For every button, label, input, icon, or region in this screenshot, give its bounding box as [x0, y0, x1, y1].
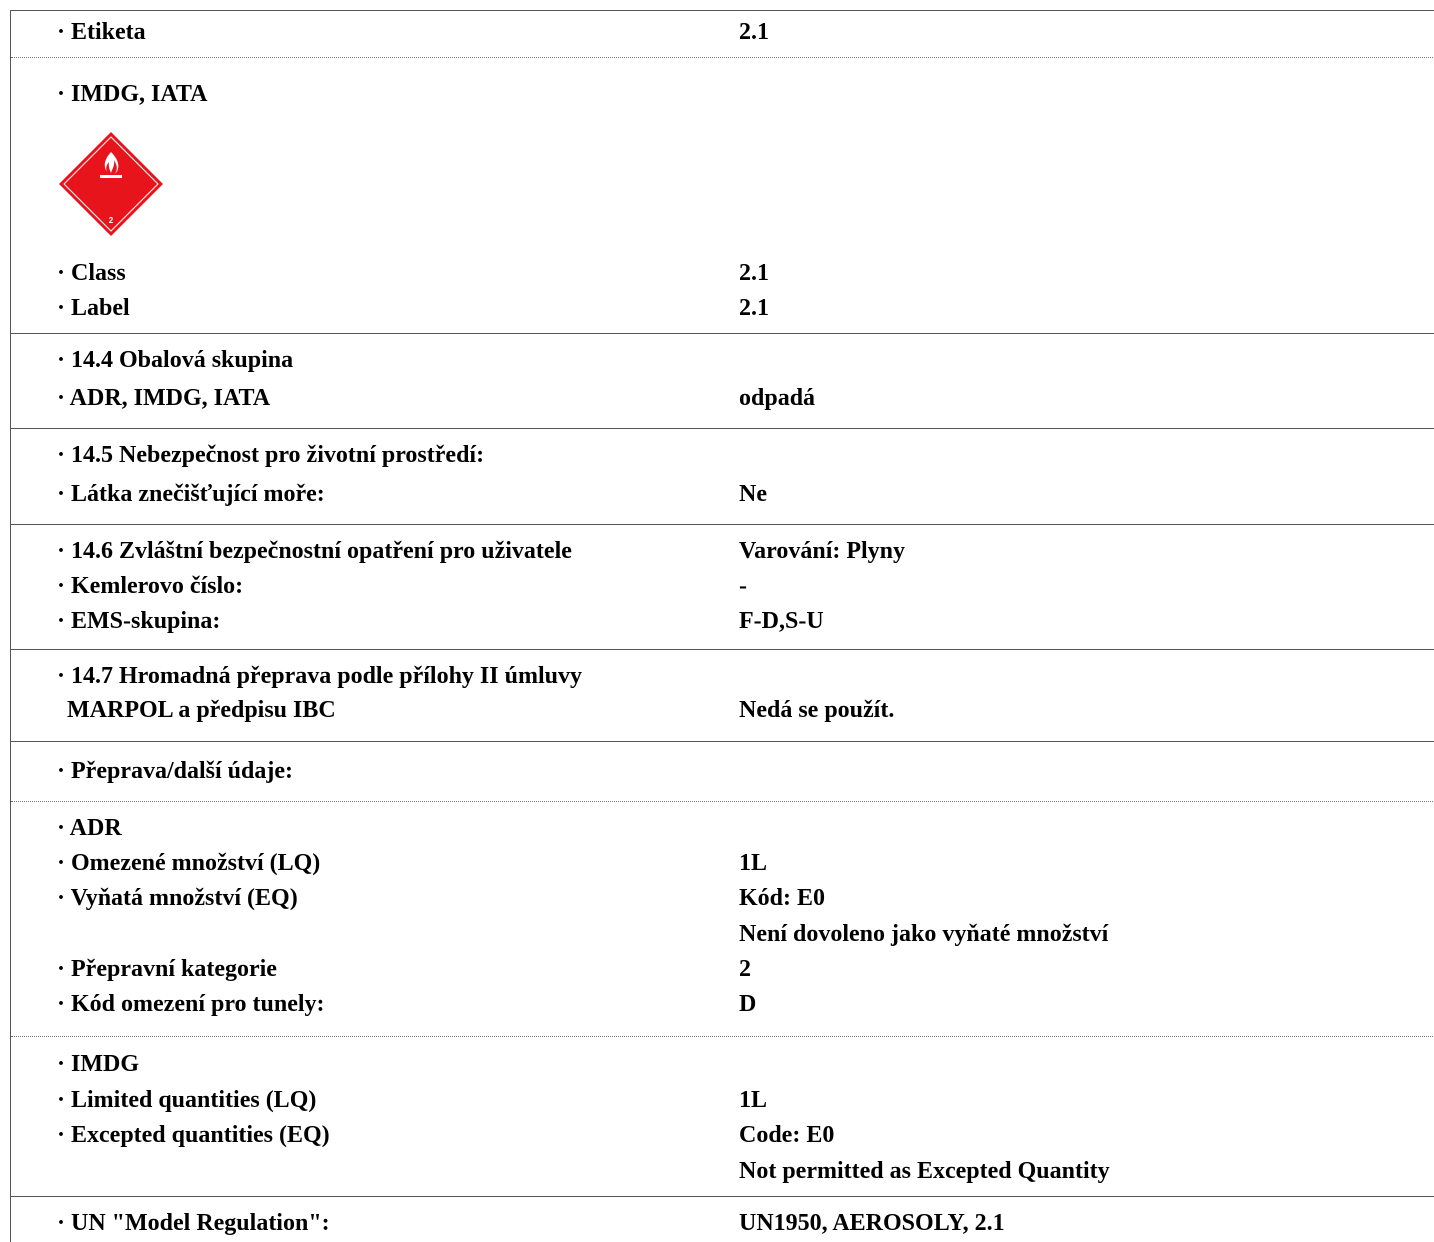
hromadna-label-line1: · 14.7 Hromadná přeprava podle přílohy II úmluvy [57, 663, 582, 689]
limited-value: 1L [739, 1087, 768, 1113]
etiketa-value: 2.1 [739, 19, 769, 45]
imdg-label: · IMDG [57, 1051, 139, 1077]
latka-label: · Látka znečišťující moře: [57, 481, 325, 507]
class-value: 2.1 [739, 260, 769, 286]
nebezpecnost-label: · 14.5 Nebezpečnost pro životní prostředí: [57, 442, 485, 468]
adr-imdg-iata-value: odpadá [739, 385, 816, 411]
section-imdg-iata [11, 11, 1434, 334]
transport-info-sheet [10, 10, 1434, 1242]
omezene-label: · Omezené množství (LQ) [57, 850, 321, 876]
kemler-value: - [739, 573, 747, 599]
tunely-value: D [739, 991, 757, 1017]
hromadna-label-line2: MARPOL a předpisu IBC [67, 697, 336, 723]
excepted-label: · Excepted quantities (EQ) [57, 1122, 330, 1148]
section-obalova-skupina [11, 333, 1434, 429]
adr-imdg-iata-label: · ADR, IMDG, IATA [57, 385, 271, 411]
label-value: 2.1 [739, 295, 769, 321]
zvlastni-label: · 14.6 Zvláštní bezpečnostní opatření pro uživatele [57, 538, 572, 564]
section-imdg [11, 1036, 1434, 1197]
section-adr [11, 801, 1434, 1037]
prepravni-value: 2 [739, 956, 751, 982]
ems-label: · EMS-skupina: [57, 608, 221, 634]
vynata-label: · Vyňatá množství (EQ) [57, 885, 298, 911]
section-preprava [11, 741, 1434, 802]
ems-value: F-D,S-U [739, 608, 824, 634]
tunely-label: · Kód omezení pro tunely: [57, 991, 325, 1017]
preprava-label: · Přeprava/další údaje: [57, 758, 293, 784]
obalova-label: · 14.4 Obalová skupina [57, 347, 294, 373]
un-model-label: · UN "Model Regulation": [57, 1210, 330, 1236]
kemler-label: · Kemlerovo číslo: [57, 573, 244, 599]
omezene-value: 1L [739, 850, 768, 876]
vynata-value-line2: Není dovoleno jako vyňaté množství [739, 921, 1109, 947]
section-un-model-regulation [11, 1196, 1434, 1242]
pictogram-class-number: 2 [108, 216, 114, 225]
section-nebezpecnost [11, 428, 1434, 525]
vynata-value-line1: Kód: E0 [739, 885, 826, 911]
un-model-value: UN1950, AEROSOLY, 2.1 [739, 1210, 1005, 1236]
excepted-value-line1: Code: E0 [739, 1122, 835, 1148]
zvlastni-value: Varování: Plyny [739, 538, 906, 564]
class-label: · Class [57, 260, 126, 286]
label-label: · Label [57, 295, 130, 321]
latka-value: Ne [739, 481, 767, 507]
flammable-gas-diamond-icon [59, 132, 163, 236]
section-zvlastni-opatreni [11, 524, 1434, 650]
imdg-iata-label: · IMDG, IATA [57, 81, 208, 107]
limited-label: · Limited quantities (LQ) [57, 1087, 317, 1113]
adr-label: · ADR [57, 815, 122, 841]
prepravni-label: · Přepravní kategorie [57, 956, 277, 982]
excepted-value-line2: Not permitted as Excepted Quantity [739, 1158, 1110, 1184]
section-hromadna-preprava [11, 649, 1434, 742]
etiketa-label: · Etiketa [57, 19, 146, 45]
hromadna-value: Nedá se použít. [739, 697, 895, 723]
